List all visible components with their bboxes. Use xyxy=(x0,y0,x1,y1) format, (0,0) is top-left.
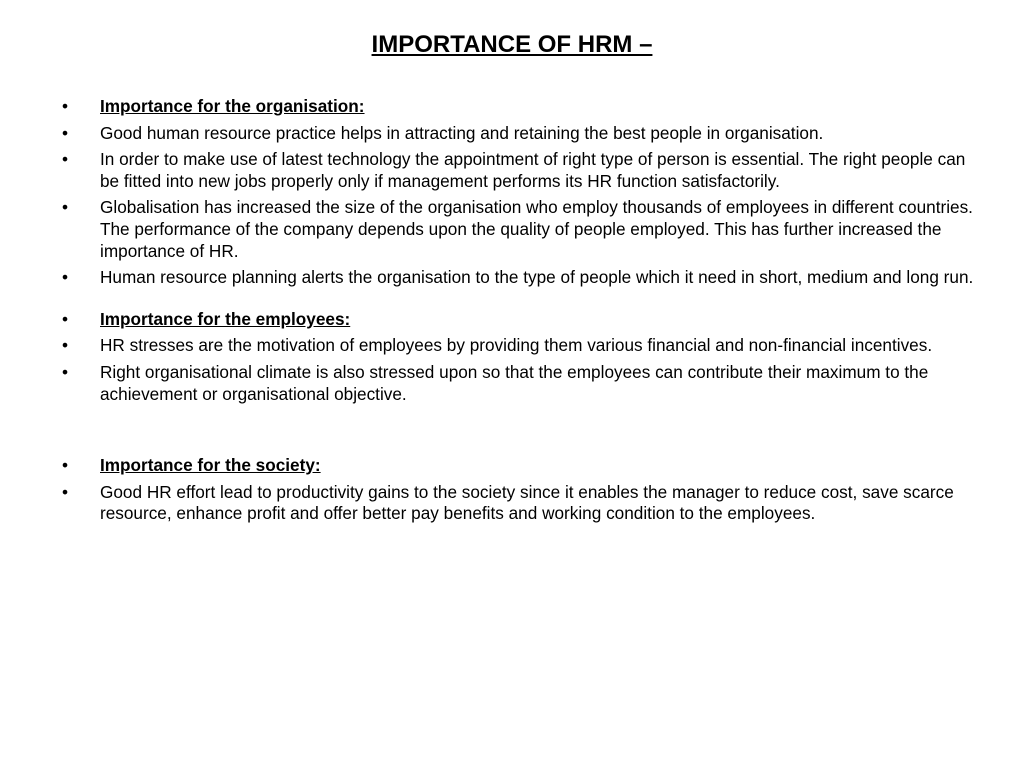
list-item-text: Globalisation has increased the size of the organisation who employ thousands of employees in different countries. The performance of the company depends upon the quality of people employed. This has further increased the importance of HR. xyxy=(100,197,973,261)
section-heading-item xyxy=(56,96,976,118)
bullet-icon: • xyxy=(61,197,69,218)
section-heading-item xyxy=(56,309,976,331)
bullet-icon: • xyxy=(61,96,69,116)
list-item xyxy=(56,335,976,357)
section-heading-item xyxy=(56,455,976,477)
list-item xyxy=(56,197,976,262)
bullet-icon: • xyxy=(61,361,69,382)
section-organisation xyxy=(56,96,976,289)
list-item xyxy=(56,267,976,289)
list-item-text: Human resource planning alerts the organisation to the type of people which it need in short, medium and long run. xyxy=(100,267,974,288)
section-society xyxy=(56,455,976,525)
slide-content xyxy=(56,96,976,530)
list-item-text: HR stresses are the motivation of employees by providing them various financial and non-financial incentives. xyxy=(100,335,933,356)
bullet-icon: • xyxy=(61,335,69,356)
list-item-text: In order to make use of latest technology the appointment of right type of person is essential. The right people can be fitted into new jobs properly only if management performs its HR function satisfactorily. xyxy=(100,149,966,191)
bullet-icon: • xyxy=(61,308,69,329)
list-item xyxy=(56,149,976,192)
bullet-icon: • xyxy=(61,481,69,502)
list-item xyxy=(56,362,976,405)
section-heading: Importance for the organisation: xyxy=(100,96,365,116)
list-item-text: Good human resource practice helps in attracting and retaining the best people in organisation. xyxy=(100,122,824,143)
bullet-icon: • xyxy=(61,455,69,476)
list-item-text: Right organisational climate is also stressed upon so that the employees can contribute their maximum to the achievement or organisational objective. xyxy=(100,361,929,404)
section-heading: Importance for the society: xyxy=(100,455,321,476)
list-item xyxy=(56,482,976,525)
section-employees xyxy=(56,309,976,405)
list-item xyxy=(56,123,976,145)
bullet-icon: • xyxy=(61,267,69,288)
section-heading: Importance for the employees: xyxy=(100,308,351,329)
list-item-text: Good HR effort lead to productivity gains to the society since it enables the manager to reduce cost, save scarce resource, enhance profit and offer better pay benefits and working condition to the employees. xyxy=(100,481,954,524)
bullet-icon: • xyxy=(61,122,69,143)
slide-title: IMPORTANCE OF HRM – xyxy=(371,31,653,58)
bullet-icon: • xyxy=(61,149,69,170)
